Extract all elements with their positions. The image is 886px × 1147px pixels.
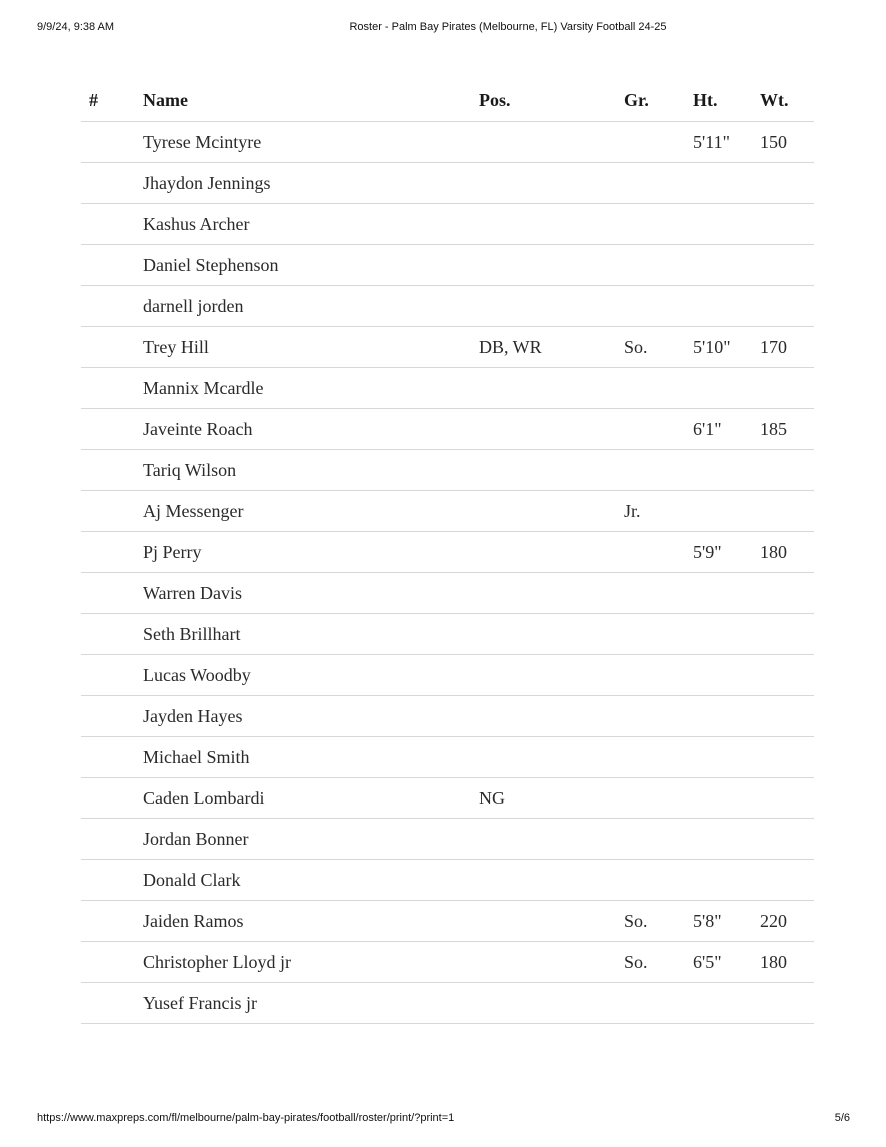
player-name: Trey Hill bbox=[143, 327, 479, 368]
player-position bbox=[479, 860, 624, 901]
player-grade bbox=[624, 163, 693, 204]
player-height bbox=[693, 778, 760, 819]
table-row bbox=[81, 942, 814, 983]
table-row bbox=[81, 450, 814, 491]
table-row bbox=[81, 368, 814, 409]
player-name: Pj Perry bbox=[143, 532, 479, 573]
player-grade bbox=[624, 737, 693, 778]
roster-body bbox=[81, 122, 814, 1024]
player-height bbox=[693, 491, 760, 532]
player-grade bbox=[624, 122, 693, 163]
player-weight bbox=[760, 655, 814, 696]
player-number bbox=[81, 450, 143, 491]
player-height bbox=[693, 573, 760, 614]
table-row bbox=[81, 286, 814, 327]
table-row bbox=[81, 655, 814, 696]
table-row bbox=[81, 696, 814, 737]
player-number bbox=[81, 245, 143, 286]
player-grade bbox=[624, 983, 693, 1024]
page-title: Roster - Palm Bay Pirates (Melbourne, FL) Varsity Football 24-25 bbox=[349, 21, 667, 33]
player-grade: So. bbox=[624, 901, 693, 942]
player-height: 6'1" bbox=[693, 409, 760, 450]
player-position bbox=[479, 573, 624, 614]
player-position bbox=[479, 819, 624, 860]
player-number bbox=[81, 532, 143, 573]
player-weight bbox=[760, 286, 814, 327]
table-row bbox=[81, 491, 814, 532]
player-number bbox=[81, 491, 143, 532]
print-footer bbox=[0, 1112, 886, 1126]
player-position bbox=[479, 737, 624, 778]
player-name: Lucas Woodby bbox=[143, 655, 479, 696]
player-number bbox=[81, 655, 143, 696]
player-weight bbox=[760, 450, 814, 491]
player-name: Christopher Lloyd jr bbox=[143, 942, 479, 983]
player-height bbox=[693, 450, 760, 491]
player-weight bbox=[760, 573, 814, 614]
player-number bbox=[81, 122, 143, 163]
player-height bbox=[693, 614, 760, 655]
table-row bbox=[81, 409, 814, 450]
table-row bbox=[81, 204, 814, 245]
player-weight bbox=[760, 819, 814, 860]
player-position bbox=[479, 286, 624, 327]
player-name: Daniel Stephenson bbox=[143, 245, 479, 286]
column-header-grade: Gr. bbox=[624, 79, 693, 122]
table-row bbox=[81, 983, 814, 1024]
player-weight bbox=[760, 491, 814, 532]
player-weight: 150 bbox=[760, 122, 814, 163]
player-weight bbox=[760, 204, 814, 245]
player-position: DB, WR bbox=[479, 327, 624, 368]
player-grade bbox=[624, 532, 693, 573]
player-position bbox=[479, 614, 624, 655]
player-height: 5'8" bbox=[693, 901, 760, 942]
player-height bbox=[693, 696, 760, 737]
player-name: Donald Clark bbox=[143, 860, 479, 901]
player-number bbox=[81, 778, 143, 819]
page-url: https://www.maxpreps.com/fl/melbourne/palm-bay-pirates/football/roster/print/?print=1 bbox=[37, 1112, 455, 1124]
player-grade: So. bbox=[624, 942, 693, 983]
player-name: Javeinte Roach bbox=[143, 409, 479, 450]
player-weight bbox=[760, 737, 814, 778]
player-name: Aj Messenger bbox=[143, 491, 479, 532]
player-name: Tariq Wilson bbox=[143, 450, 479, 491]
player-grade bbox=[624, 614, 693, 655]
player-name: Jhaydon Jennings bbox=[143, 163, 479, 204]
table-row bbox=[81, 573, 814, 614]
player-number bbox=[81, 286, 143, 327]
player-name: Kashus Archer bbox=[143, 204, 479, 245]
player-number bbox=[81, 163, 143, 204]
player-position bbox=[479, 696, 624, 737]
player-grade bbox=[624, 409, 693, 450]
table-header-row bbox=[81, 79, 814, 122]
player-number bbox=[81, 901, 143, 942]
player-name: Tyrese Mcintyre bbox=[143, 122, 479, 163]
player-grade bbox=[624, 245, 693, 286]
table-row bbox=[81, 163, 814, 204]
player-name: Yusef Francis jr bbox=[143, 983, 479, 1024]
page-number: 5/6 bbox=[834, 1112, 850, 1124]
player-position bbox=[479, 245, 624, 286]
column-header-position: Pos. bbox=[479, 79, 624, 122]
table-row bbox=[81, 532, 814, 573]
player-position bbox=[479, 532, 624, 573]
player-number bbox=[81, 737, 143, 778]
player-height bbox=[693, 245, 760, 286]
player-grade bbox=[624, 368, 693, 409]
print-datetime: 9/9/24, 9:38 AM bbox=[37, 21, 115, 33]
player-weight: 185 bbox=[760, 409, 814, 450]
player-grade bbox=[624, 778, 693, 819]
player-height bbox=[693, 286, 760, 327]
player-weight: 180 bbox=[760, 942, 814, 983]
player-number bbox=[81, 983, 143, 1024]
table-row bbox=[81, 122, 814, 163]
player-name: Michael Smith bbox=[143, 737, 479, 778]
player-height bbox=[693, 819, 760, 860]
table-row bbox=[81, 860, 814, 901]
roster-table bbox=[81, 79, 814, 1024]
column-header-weight: Wt. bbox=[760, 79, 814, 122]
table-row bbox=[81, 819, 814, 860]
player-grade bbox=[624, 860, 693, 901]
player-grade bbox=[624, 696, 693, 737]
player-height bbox=[693, 983, 760, 1024]
player-position bbox=[479, 491, 624, 532]
player-height bbox=[693, 204, 760, 245]
player-height bbox=[693, 163, 760, 204]
player-weight: 170 bbox=[760, 327, 814, 368]
player-weight bbox=[760, 778, 814, 819]
player-name: Mannix Mcardle bbox=[143, 368, 479, 409]
table-row bbox=[81, 901, 814, 942]
player-grade bbox=[624, 655, 693, 696]
player-weight bbox=[760, 614, 814, 655]
player-grade: So. bbox=[624, 327, 693, 368]
player-weight bbox=[760, 368, 814, 409]
player-number bbox=[81, 819, 143, 860]
table-row bbox=[81, 778, 814, 819]
player-height: 6'5" bbox=[693, 942, 760, 983]
player-weight bbox=[760, 860, 814, 901]
player-grade bbox=[624, 819, 693, 860]
table-row bbox=[81, 737, 814, 778]
player-weight bbox=[760, 245, 814, 286]
player-name: Seth Brillhart bbox=[143, 614, 479, 655]
player-name: Jordan Bonner bbox=[143, 819, 479, 860]
player-number bbox=[81, 860, 143, 901]
player-number bbox=[81, 204, 143, 245]
player-position bbox=[479, 368, 624, 409]
column-header-number: # bbox=[81, 79, 143, 122]
player-name: Caden Lombardi bbox=[143, 778, 479, 819]
player-grade: Jr. bbox=[624, 491, 693, 532]
player-position bbox=[479, 122, 624, 163]
table-row bbox=[81, 245, 814, 286]
player-number bbox=[81, 409, 143, 450]
player-position bbox=[479, 942, 624, 983]
player-position bbox=[479, 901, 624, 942]
player-position bbox=[479, 409, 624, 450]
player-weight bbox=[760, 163, 814, 204]
player-weight: 180 bbox=[760, 532, 814, 573]
player-grade bbox=[624, 204, 693, 245]
player-number bbox=[81, 327, 143, 368]
player-weight: 220 bbox=[760, 901, 814, 942]
player-grade bbox=[624, 573, 693, 614]
player-height: 5'10" bbox=[693, 327, 760, 368]
player-position bbox=[479, 204, 624, 245]
player-position bbox=[479, 983, 624, 1024]
print-header bbox=[0, 21, 886, 35]
player-weight bbox=[760, 983, 814, 1024]
player-number bbox=[81, 942, 143, 983]
player-position bbox=[479, 450, 624, 491]
player-name: Jayden Hayes bbox=[143, 696, 479, 737]
player-number bbox=[81, 696, 143, 737]
player-height: 5'11" bbox=[693, 122, 760, 163]
player-number bbox=[81, 573, 143, 614]
player-height bbox=[693, 737, 760, 778]
player-position: NG bbox=[479, 778, 624, 819]
table-row bbox=[81, 614, 814, 655]
player-height: 5'9" bbox=[693, 532, 760, 573]
player-name: Warren Davis bbox=[143, 573, 479, 614]
player-grade bbox=[624, 450, 693, 491]
player-number bbox=[81, 614, 143, 655]
player-height bbox=[693, 860, 760, 901]
column-header-height: Ht. bbox=[693, 79, 760, 122]
player-name: Jaiden Ramos bbox=[143, 901, 479, 942]
column-header-name: Name bbox=[143, 79, 479, 122]
player-weight bbox=[760, 696, 814, 737]
table-row bbox=[81, 327, 814, 368]
player-position bbox=[479, 655, 624, 696]
player-number bbox=[81, 368, 143, 409]
player-height bbox=[693, 368, 760, 409]
player-position bbox=[479, 163, 624, 204]
player-height bbox=[693, 655, 760, 696]
player-grade bbox=[624, 286, 693, 327]
player-name: darnell jorden bbox=[143, 286, 479, 327]
